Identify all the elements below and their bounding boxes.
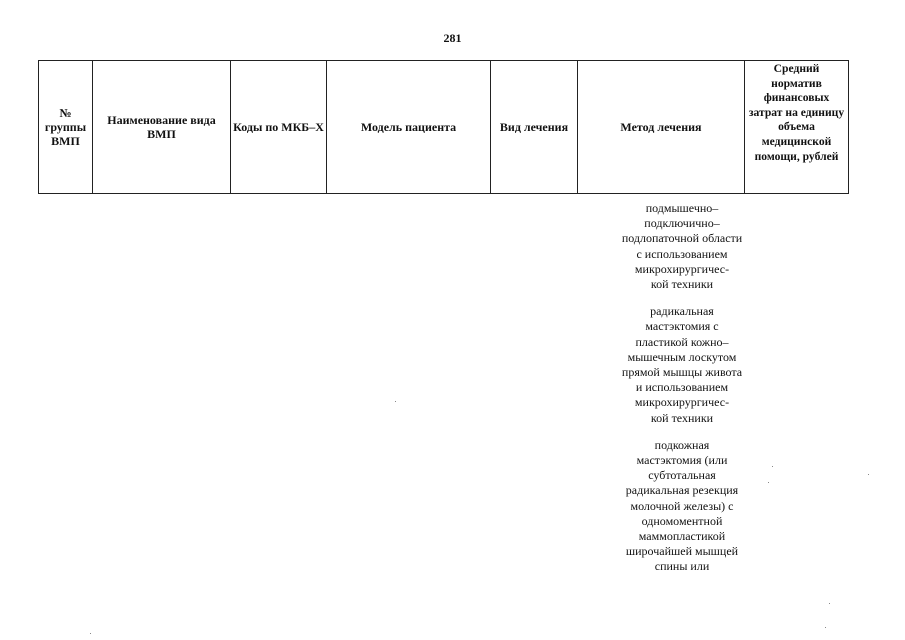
- method-paragraph: радикальная мастэктомия с пластикой кожно– мышечным лоскутом прямой мышцы живота и использованием микрохирургичес- кой техники: [621, 304, 743, 425]
- col-vmp-name: Наименование вида ВМП: [93, 61, 231, 194]
- method-paragraph: подкожная мастэктомия (или субтотальная радикальная резекция молочной железы) с одномоментной маммопластикой широчайшей мышцей спины или: [625, 437, 739, 574]
- col-patient-model: Модель пациента: [327, 61, 491, 194]
- col-average-cost: Средний норматив финансовых затрат на единицу объема медицинской помощи, рублей: [745, 61, 849, 194]
- col-icd-codes: Коды по МКБ–X: [231, 61, 327, 194]
- col-group-number: № группы ВМП: [39, 61, 93, 194]
- col-treatment-method: Метод лечения: [578, 61, 745, 194]
- scan-speck: [868, 474, 869, 475]
- scan-speck: [772, 466, 773, 467]
- scan-speck: [90, 633, 91, 634]
- page-number: 281: [443, 31, 462, 45]
- scan-speck: [768, 482, 769, 483]
- col-treatment-type: Вид лечения: [491, 61, 578, 194]
- treatment-method-text: [612, 201, 752, 587]
- scan-speck: [395, 401, 396, 402]
- scan-speck: [829, 603, 830, 604]
- table-header: [38, 60, 849, 194]
- scan-speck: [825, 627, 826, 628]
- method-paragraph: подмышечно– подключично– подлопаточной области с использованием микрохирургичес- кой техники: [621, 201, 743, 292]
